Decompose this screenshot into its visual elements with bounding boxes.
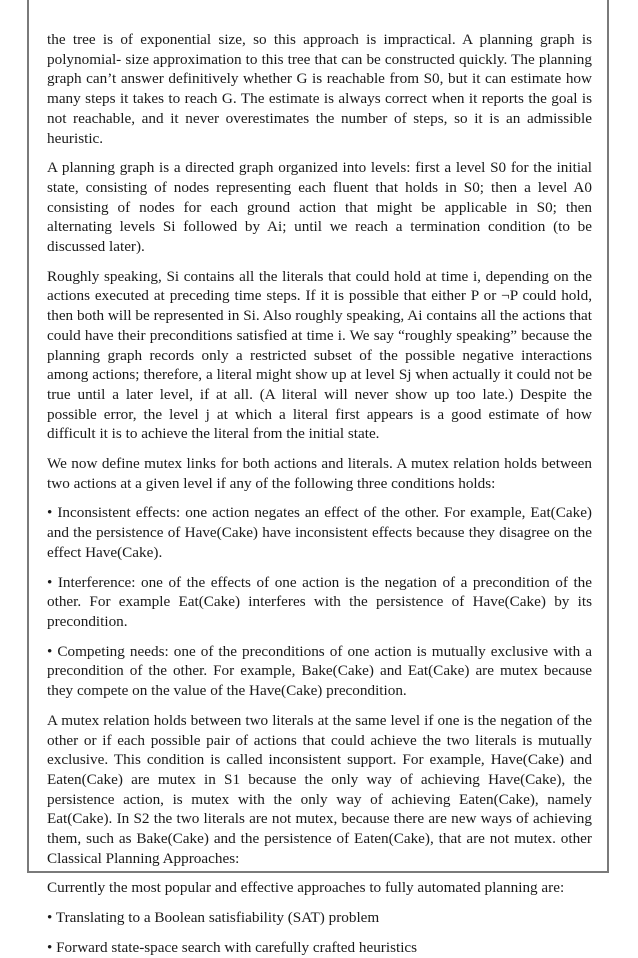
- list-item-forward-search: • Forward state-space search with carefully crafted heuristics: [47, 938, 418, 956]
- list-item-inconsistent-effects: • Inconsistent effects: one action negates an effect of the other. For example, Eat(Cake) and the persistence of Have(Cake) have inconsistent effects because they disagree on the effect Have(Cake).: [47, 504, 592, 561]
- list-item-competing-needs: • Competing needs: one of the preconditions of one action is mutually exclusive with a precondition of the other. For example, Bake(Cake) and Eat(Cake) are mutex because they compete on the value of the Have(Cake) precondition.: [47, 642, 592, 700]
- document-body: [47, 30, 592, 958]
- paragraph-planning-graph-intro: the tree is of exponential size, so this approach is impractical. A planning graph is polynomial- size approximation to this tree that can be constructed quickly. The planning graph can’t answer definitively whether G is reachable from S0, but it can estimate how many steps it takes to reach G. The estimate is always correct when it reports the goal is not reachable, and it never overestimates the number of steps, so it is an admissible heuristic.: [47, 31, 592, 147]
- paragraph-approaches-intro: Currently the most popular and effective approaches to fully automated planning are:: [47, 879, 565, 897]
- list-item-sat: • Translating to a Boolean satisfiability (SAT) problem: [47, 909, 380, 927]
- paragraph-mutex-links: We now define mutex links for both actions and literals. A mutex relation holds between two actions at a given level if any of the following three conditions holds:: [47, 455, 592, 492]
- paragraph-literal-mutex: A mutex relation holds between two literals at the same level if one is the negation of the other or if each possible pair of actions that could achieve the two literals is mutually exclusive. This condition is called inconsistent support. For example, Have(Cake) and Eaten(Cake) are mutex in S1 because the only way of achieving Have(Cake), the persistence action, is mutex with the only way of achieving Eaten(Cake), namely Eat(Cake). In S2 the two literals are not mutex, because there are new ways of achieving them, such as Bake(Cake) and the persistence of Eaten(Cake), that are not mutex. other Classical Planning Approaches:: [47, 711, 592, 867]
- list-item-interference: • Interference: one of the effects of one action is the negation of a precondition of the other. For example Eat(Cake) interferes with the persistence of Have(Cake) by its precondition.: [47, 573, 592, 630]
- paragraph-planning-graph-definition: A planning graph is a directed graph organized into levels: first a level S0 for the initial state, consisting of nodes representing each fluent that holds in S0; then a level A0 consisting of nodes for each ground action that might be applicable in S0; then alternating levels Si followed by Ai; until we reach a termination condition (to be discussed later).: [47, 159, 592, 256]
- paragraph-roughly-speaking: Roughly speaking, Si contains all the literals that could hold at time i, depending on the actions executed at preceding time steps. If it is possible that either P or ¬P could hold, then both will be represented in Si. Also roughly speaking, Ai contains all the actions that could have their preconditions satisfied at time i. We say “roughly speaking” because the planning graph records only a restricted subset of the possible negative interactions among actions; therefore, a literal might show up at level Sj when actually it could not be true until a later level, if at all. (A literal will never show up too late.) Despite the possible error, the level j at which a literal first appears is a good estimate of how difficult it is to achieve the literal from the initial state.: [47, 267, 592, 443]
